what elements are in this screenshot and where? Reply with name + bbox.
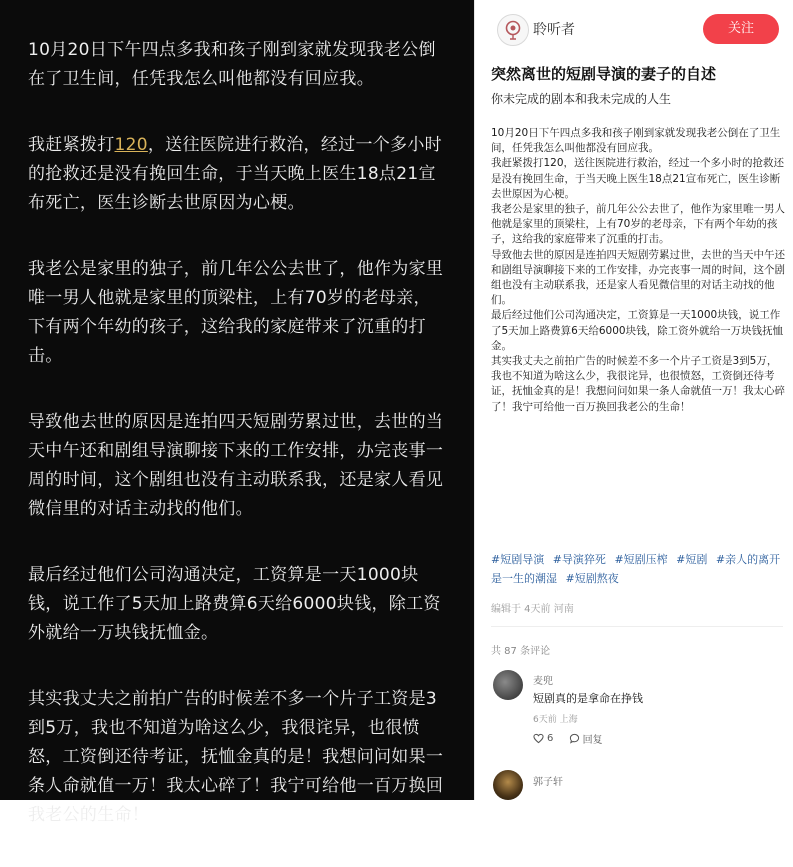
- hashtag-link[interactable]: #短剧熬夜: [565, 572, 619, 585]
- heart-icon: [533, 733, 544, 744]
- article-paragraph: [28, 36, 446, 94]
- post-body: [491, 126, 785, 415]
- divider: [491, 626, 783, 627]
- hashtag-link[interactable]: #短剧: [676, 553, 708, 566]
- post-header: [475, 0, 793, 58]
- author-avatar[interactable]: [497, 14, 529, 46]
- post-paragraph: 我老公是家里的独子，前几年公公去世了，他作为家里唯一男人他就是家里的顶梁柱，上有70岁的老母亲，下有两个年幼的孩子，这给我的家庭带来了沉重的打击。: [491, 203, 785, 246]
- paragraph-text: 我老公是家里的独子，前几年公公去世了，他作为家里唯一男人他就是家里的顶梁柱，上有70岁的老母亲，下有两个年幼的孩子，这给我的家庭带来了沉重的打击。: [28, 259, 444, 366]
- post-title: 突然离世的短剧导演的妻子的自述: [491, 65, 717, 83]
- reply-label: 回复: [582, 735, 603, 746]
- commenter-name[interactable]: 郭子轩: [533, 777, 563, 788]
- hashtag-link[interactable]: #亲人的离开是一生的潮湿: [491, 553, 781, 585]
- post-paragraph: 导致他去世的原因是连拍四天短剧劳累过世，去世的当天中午还和剧组导演聊接下来的工作安排，办完丧事一周的时间，这个剧组也没有主动联系我，还是家人看见微信里的对话主动找的他们。: [491, 248, 785, 307]
- commenter-avatar[interactable]: [493, 770, 523, 800]
- post-paragraph: 其实我丈夫之前拍广告的时候差不多一个片子工资是3到5万，我也不知道为啥这么少，我很诧异，也很愤怒，工资倒还待考证，抚恤金真的是！我想问问如果一条人命就值一万！我太心碎了！我宁可给他一百万换回我老公的生命！: [491, 355, 785, 413]
- article-paragraph: [28, 255, 446, 371]
- paragraph-text: 10月20日下午四点多我和孩子刚到家就发现我老公倒在了卫生间，任凭我怎么叫他都没有回应我。: [28, 40, 436, 89]
- comment-bubble-icon: [569, 733, 580, 744]
- hashtag-link[interactable]: #导演猝死: [552, 553, 606, 566]
- paragraph-text: 导致他去世的原因是连拍四天短剧劳累过世，去世的当天中午还和剧组导演聊接下来的工作安排，办完丧事一周的时间，这个剧组也没有主动联系我，还是家人看见微信里的对话主动找的他们。: [28, 412, 444, 519]
- like-button[interactable]: [533, 733, 553, 744]
- post-tags: [491, 550, 783, 588]
- post-paragraph: 10月20日下午四点多我和孩子刚到家就发现我老公倒在了卫生间，任凭我怎么叫他都没有回应我。: [491, 127, 781, 155]
- follow-button[interactable]: 关注: [703, 14, 779, 44]
- post-paragraph: 我赶紧拨打120，送往医院进行救治，经过一个多小时的抢救还是没有挽回生命，于当天晚上医生18点21宣布死亡，医生诊断去世原因为心梗。: [491, 157, 785, 200]
- like-count: 6: [547, 733, 554, 744]
- comment-time: 6天前 上海: [533, 715, 578, 725]
- article-paragraph: [28, 561, 446, 648]
- commenter-name[interactable]: 麦兜: [533, 676, 553, 687]
- paragraph-text: 最后经过他们公司沟通决定，工资算是一天1000块钱，说工作了5天加上路费算6天给6000块钱，除工资外就给一万块钱抚恤金。: [28, 565, 441, 643]
- commenter-avatar[interactable]: [493, 670, 523, 700]
- hashtag-link[interactable]: #短剧导演: [491, 553, 545, 566]
- paragraph-text: ，送往医院进行救治，经过一个多小时的抢救还是没有挽回生命，于当天晚上医生18点21宣布死亡，医生诊断去世原因为心梗。: [28, 135, 442, 213]
- reply-button[interactable]: [569, 731, 603, 746]
- post-subtitle: 你未完成的剧本和我未完成的人生: [491, 92, 672, 106]
- post-meta: 编辑于 4天前 河南: [491, 604, 574, 615]
- article-paragraph: [28, 131, 446, 218]
- author-name[interactable]: 聆听者: [533, 22, 575, 38]
- comment-actions: [533, 731, 615, 747]
- phone-number-link[interactable]: 120: [114, 135, 148, 155]
- listener-avatar-icon: [498, 15, 528, 45]
- dark-article-body: [28, 36, 446, 867]
- article-paragraph: [28, 685, 446, 830]
- paragraph-text: 其实我丈夫之前拍广告的时候差不多一个片子工资是3到5万，我也不知道为啥这么少，我很诧异，也很愤怒，工资倒还待考证，抚恤金真的是！我想问问如果一条人命就值一万！我太心碎了！我宁可给他一百万换回我老公的生命！: [28, 689, 444, 825]
- post-panel: [475, 0, 793, 800]
- paragraph-text: 我赶紧拨打: [28, 135, 115, 155]
- comment-text: 短剧真的是拿命在挣钱: [533, 692, 643, 705]
- post-paragraph: 最后经过他们公司沟通决定，工资算是一天1000块钱，说工作了5天加上路费算6天给6000块钱，除工资外就给一万块钱抚恤金。: [491, 309, 784, 352]
- comment-count: 共 87 条评论: [491, 646, 551, 657]
- hashtag-link[interactable]: #短剧压榨: [614, 553, 668, 566]
- article-paragraph: [28, 408, 446, 524]
